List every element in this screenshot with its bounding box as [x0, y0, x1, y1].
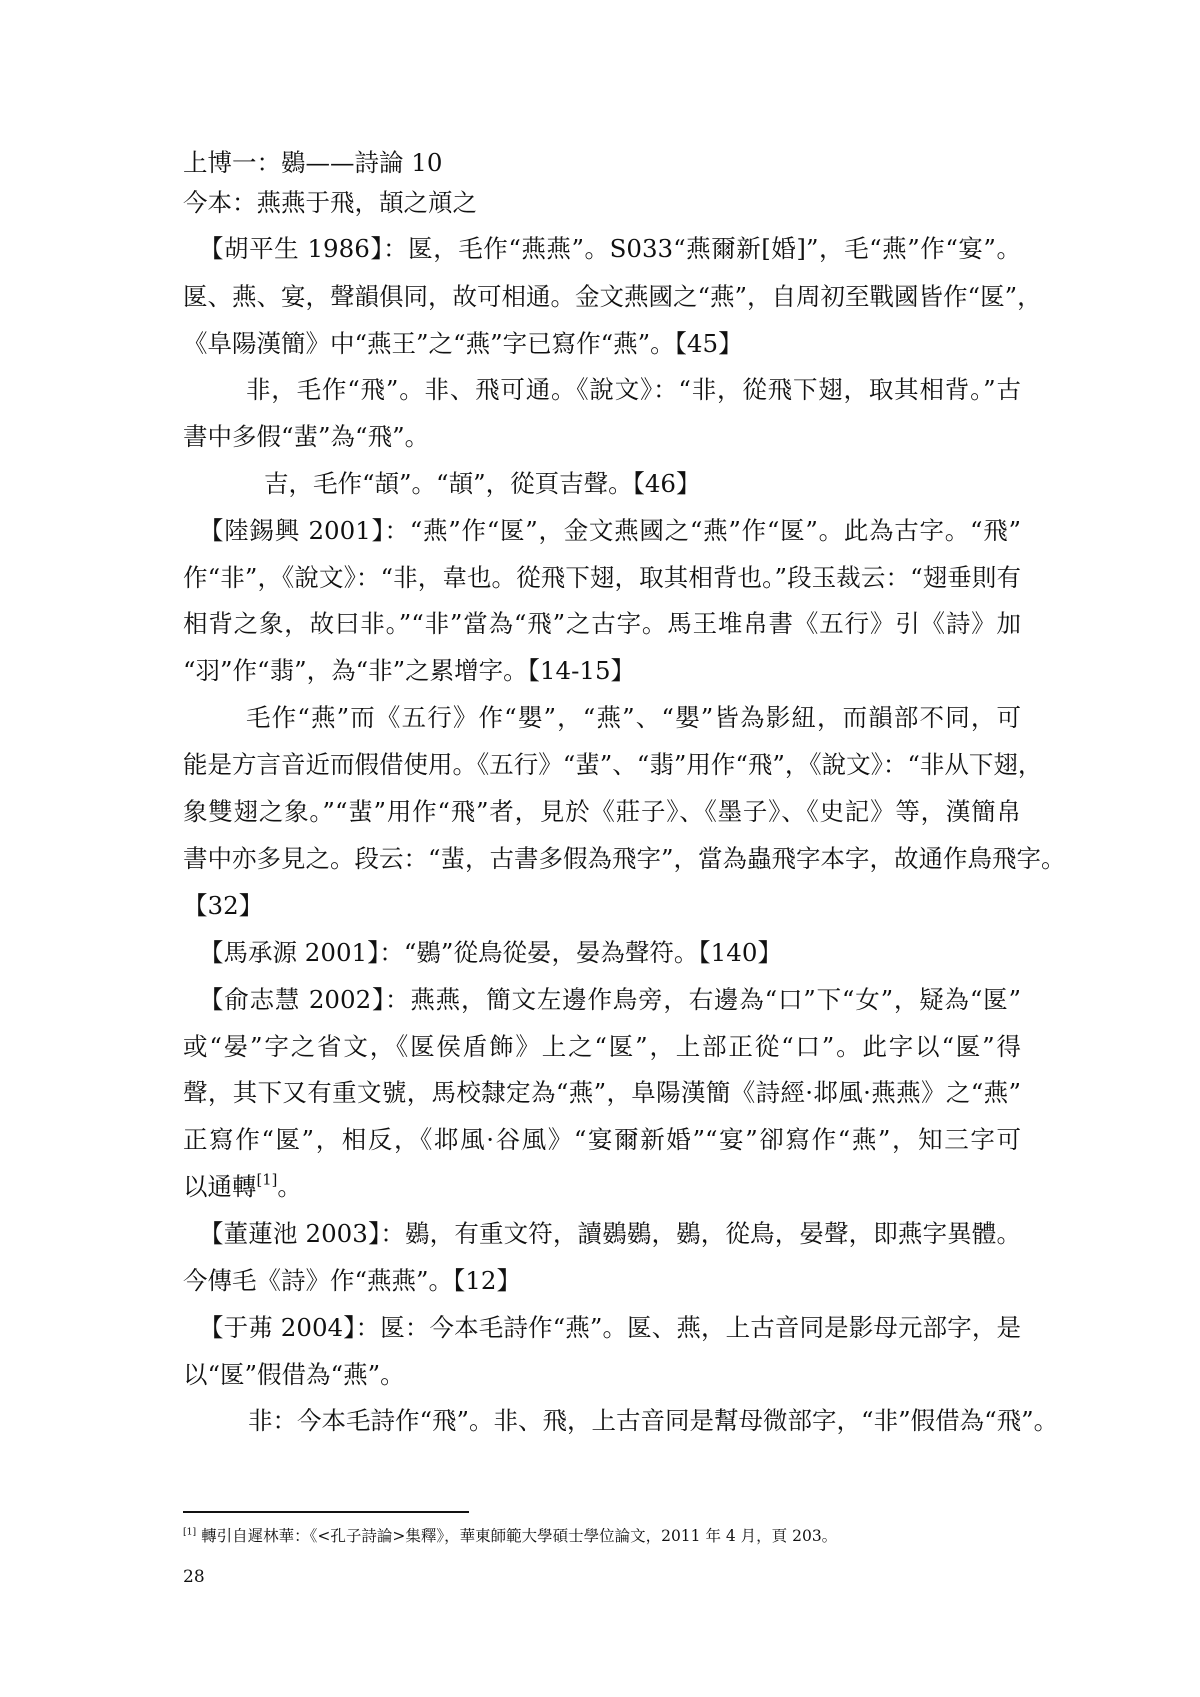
text-line: “羽”作“翡”，為“非”之累增字。【14-15】: [183, 656, 636, 685]
text-line: 上博一：鷃——詩論 10: [183, 148, 443, 177]
text-line: 【32】: [183, 891, 264, 920]
footnote: [183, 1525, 1083, 1547]
text-line: 【馬承源 2001】：“鷃”從鳥從晏，晏為聲符。【140】: [199, 938, 782, 967]
text-line: 相背之象，故曰非。”“非”當為“飛”之古字。馬王堆帛書《五行》引《詩》加: [183, 609, 1021, 638]
text-line: 吉，毛作“頡”。“頡”，從頁吉聲。【46】: [264, 469, 701, 498]
text-line: 非，毛作“飛”。非、飛可通。《說文》：“非，從飛下翅，取其相背。”古: [246, 375, 1021, 404]
text-line: 以通轉[1]。: [183, 1171, 302, 1201]
text-line: 【胡平生 1986】：匽，毛作“燕燕”。S033“燕爾新[婚]”，毛“燕”作“宴”。: [199, 234, 1021, 263]
text-line: 非：今本毛詩作“飛”。非、飛，上古音同是幫母微部字，“非”假借為“飛”。: [248, 1406, 1059, 1435]
footnote-text: 轉引自遲林華：《<孔子詩論>集釋》，華東師範大學碩士學位論文，2011 年 4 月，頁 203。: [201, 1527, 838, 1545]
footnote-reference: [1]: [256, 1171, 278, 1189]
text-line: 象雙翅之象。”“蜚”用作“飛”者，見於《莊子》、《墨子》、《史記》等，漢簡帛: [183, 797, 1021, 826]
footnote-marker: [1]: [183, 1526, 197, 1538]
page-number: 28: [183, 1567, 205, 1587]
footnote-divider: [183, 1511, 469, 1513]
text-line: 毛作“燕”而《五行》作“嬰”，“燕”、“嬰”皆為影紐，而韻部不同，可: [246, 703, 1021, 732]
text-line: 【陸錫興 2001】：“燕”作“匽”，金文燕國之“燕”作“匽”。此為古字。“飛”: [199, 516, 1021, 545]
text-line: 今本：燕燕于飛，頡之頏之: [183, 188, 477, 217]
text-line: 【于茀 2004】：匽：今本毛詩作“燕”。匽、燕，上古音同是影母元部字，是: [199, 1313, 1021, 1342]
text-line: 今傳毛《詩》作“燕燕”。【12】: [183, 1266, 521, 1295]
text-line: 作“非”，《說文》：“非，韋也。從飛下翅，取其相背也。”段玉裁云：“翅垂則有: [183, 563, 1021, 592]
text-line: 【俞志慧 2002】：燕燕，簡文左邊作鳥旁，右邊為“口”下“女”，疑為“匽”: [199, 985, 1021, 1014]
line-tail: 。: [277, 1172, 302, 1201]
text-line: 書中亦多見之。段云：“蜚，古書多假為飛字”，當為蟲飛字本字，故通作鳥飛字。: [183, 844, 1066, 873]
text-line: 或“晏”字之省文，《匽侯盾飾》上之“匽”，上部正從“口”。此字以“匽”得: [183, 1032, 1021, 1061]
text-line: 書中多假“蜚”為“飛”。: [183, 422, 430, 451]
text-line: 【董蓮池 2003】：鷃，有重文符，讀鷃鷃，鷃，從鳥，晏聲，即燕字異體。: [199, 1219, 1021, 1248]
text-line: 以“匽”假借為“燕”。: [183, 1360, 405, 1389]
text-line: 能是方言音近而假借使用。《五行》“蜚”、“翡”用作“飛”，《說文》：“非从下翅，: [183, 750, 1043, 779]
text-line: 正寫作“匽”，相反，《邶風·谷風》“宴爾新婚”“宴”卻寫作“燕”，知三字可: [183, 1125, 1021, 1154]
text-line: 聲，其下又有重文號，馬校隸定為“燕”，阜陽漢簡《詩經·邶風·燕燕》之“燕”: [183, 1078, 1021, 1107]
text-line: 匽、燕、宴，聲韻俱同，故可相通。金文燕國之“燕”，自周初至戰國皆作“匽”，: [183, 282, 1042, 311]
text-line: 《阜陽漢簡》中“燕王”之“燕”字已寫作“燕”。【45】: [183, 329, 743, 358]
